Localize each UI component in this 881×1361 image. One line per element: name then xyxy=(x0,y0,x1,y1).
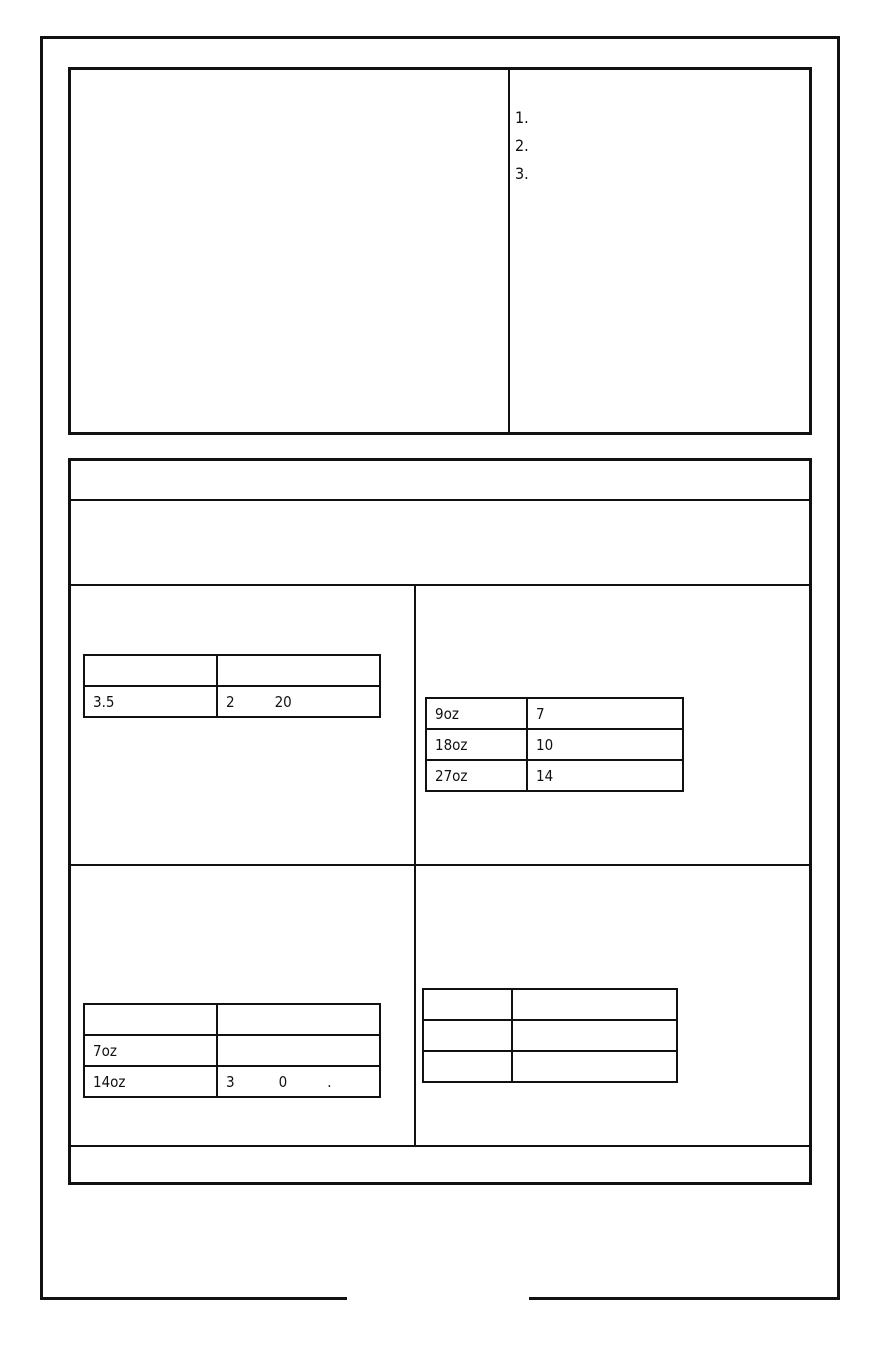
table-row xyxy=(426,760,683,791)
bottom-panel xyxy=(68,458,812,1185)
table-cell xyxy=(84,655,217,686)
table-cell: 7oz xyxy=(84,1035,217,1066)
table-cell xyxy=(512,989,677,1020)
table-cell xyxy=(423,989,512,1020)
page-frame-bottom-left xyxy=(40,1297,347,1300)
table-cell: 9oz xyxy=(426,698,527,729)
cell-fragment: 3 xyxy=(226,1072,235,1091)
table-row xyxy=(423,1051,677,1082)
list-item: 1. xyxy=(515,108,529,127)
page-frame-top xyxy=(40,36,840,39)
table-cell: 10 xyxy=(527,729,683,760)
footer-divider xyxy=(71,1145,809,1147)
table-cell xyxy=(217,1035,380,1066)
table-upper-left xyxy=(83,654,381,718)
top-panel xyxy=(68,67,812,435)
cell-fragment: 2 xyxy=(226,692,235,711)
table-lower-right xyxy=(422,988,678,1083)
top-panel-divider xyxy=(508,70,510,432)
cell-fragment: 20 xyxy=(274,692,292,711)
list-item: 3. xyxy=(515,164,529,183)
intro-divider xyxy=(71,584,809,586)
table-row xyxy=(84,1066,380,1097)
table-cell xyxy=(423,1051,512,1082)
table-row xyxy=(84,655,380,686)
table-cell xyxy=(217,1066,380,1097)
numbered-list xyxy=(515,104,529,188)
table-row xyxy=(84,1004,380,1035)
table-row xyxy=(426,698,683,729)
table-cell xyxy=(512,1020,677,1051)
table-cell xyxy=(217,686,380,717)
table-cell: 3.5 xyxy=(84,686,217,717)
table-row xyxy=(423,1020,677,1051)
table-cell: 18oz xyxy=(426,729,527,760)
cell-fragment: . xyxy=(327,1072,332,1091)
table-row xyxy=(84,686,380,717)
cell-fragment: 0 xyxy=(278,1072,288,1091)
page-frame-bottom-right xyxy=(529,1297,840,1300)
table-cell xyxy=(512,1051,677,1082)
table-cell xyxy=(84,1004,217,1035)
middle-divider xyxy=(71,864,809,866)
page-frame-right xyxy=(837,36,840,1300)
page-frame-left xyxy=(40,36,43,1300)
table-row xyxy=(84,1035,380,1066)
table-lower-left xyxy=(83,1003,381,1098)
table-cell: 27oz xyxy=(426,760,527,791)
table-cell xyxy=(423,1020,512,1051)
table-upper-right xyxy=(425,697,684,792)
table-cell: 14oz xyxy=(84,1066,217,1097)
table-row xyxy=(426,729,683,760)
column-divider xyxy=(414,584,416,1147)
table-cell xyxy=(217,655,380,686)
table-cell: 14 xyxy=(527,760,683,791)
table-cell xyxy=(217,1004,380,1035)
table-cell: 7 xyxy=(527,698,683,729)
table-row xyxy=(423,989,677,1020)
header-divider xyxy=(71,499,809,501)
list-item: 2. xyxy=(515,136,529,155)
